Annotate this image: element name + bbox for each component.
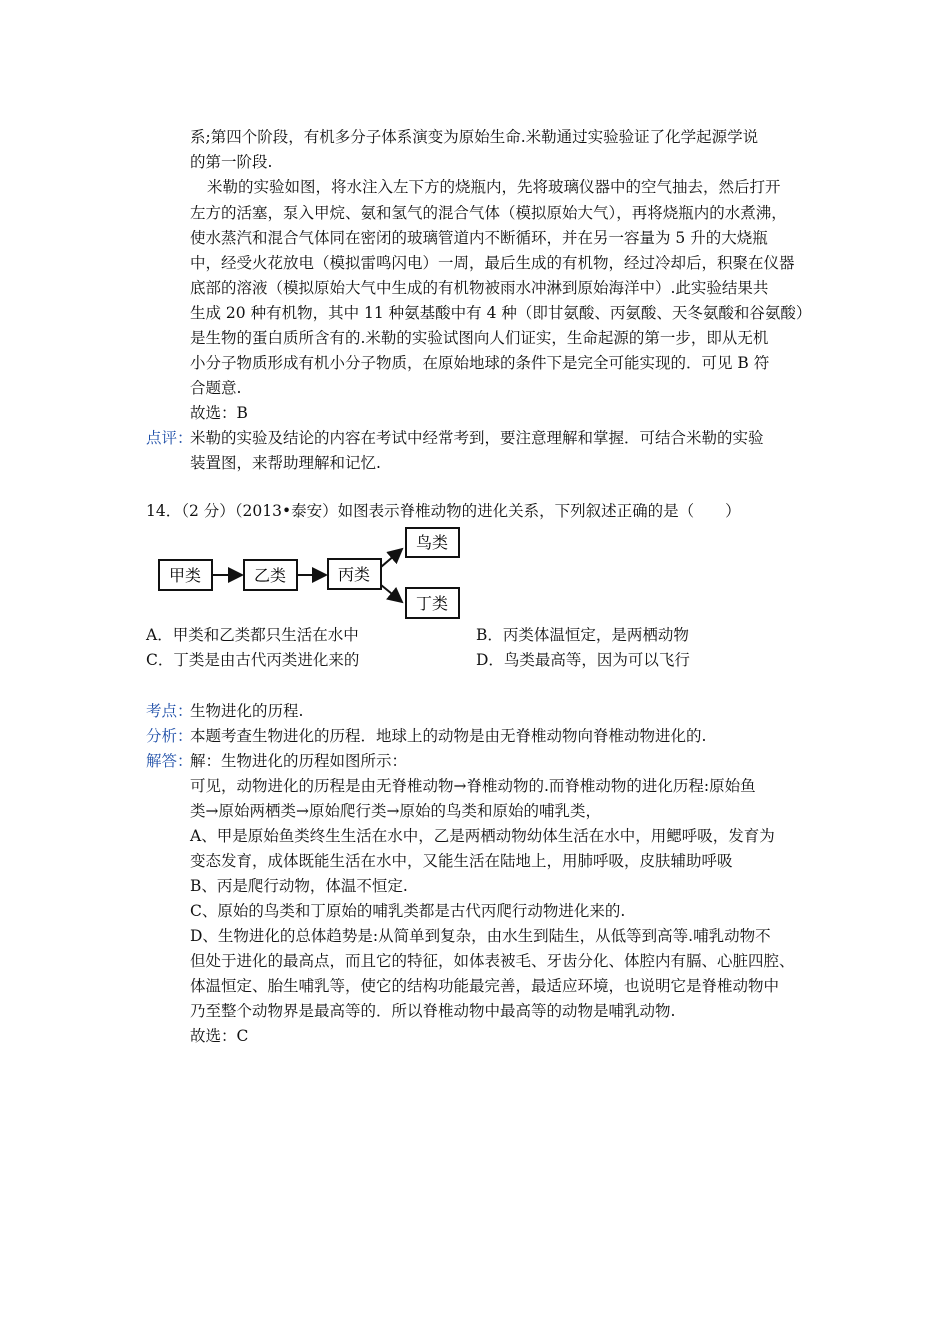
prev-text-line: 的第一阶段. <box>190 153 273 171</box>
jieda-text-line: 可见，动物进化的历程是由无脊椎动物→脊椎动物的.而脊椎动物的进化历程:原始鱼 <box>190 777 756 795</box>
jieda-text-line: 类→原始两栖类→原始爬行类→原始的鸟类和原始的哺乳类， <box>190 802 601 820</box>
prev-text-line: 使水蒸汽和混合气体同在密闭的玻璃管道内不断循环，并在另一容量为 5 升的大烧瓶 <box>190 229 768 247</box>
jieda-text-line: 但处于进化的最高点，而且它的特征，如体表被毛、牙齿分化、体腔内有膈、心脏四腔、 <box>190 952 795 970</box>
evolution-diagram <box>150 522 470 622</box>
comment-label: 点评： <box>146 429 193 447</box>
fenxi-label: 分析： <box>146 727 193 745</box>
prev-text-line: 系;第四个阶段，有机多分子体系演变为原始生命.米勒通过实验验证了化学起源学说 <box>190 128 759 146</box>
jieda-text-line: A、甲是原始鱼类终生生活在水中，乙是两栖动物幼体生活在水中，用鳃呼吸，发育为 <box>190 827 775 845</box>
jieda-text-line: 乃至整个动物界是最高等的．所以脊椎动物中最高等的动物是哺乳动物. <box>190 1002 676 1020</box>
arrow-bing-ding <box>381 585 402 602</box>
kaodian-label: 考点： <box>146 702 193 720</box>
box-niao <box>406 528 459 557</box>
jieda-text-line: 变态发育，成体既能生活在水中，又能生活在陆地上，用肺呼吸，皮肤辅助呼吸 <box>190 852 733 870</box>
jieda-text-line: C、原始的鸟类和丁原始的哺乳类都是古代丙爬行动物进化来的. <box>190 902 626 920</box>
jieda-label: 解答： <box>146 752 193 770</box>
option-c: C．丁类是由古代丙类进化来的 <box>146 651 360 669</box>
jieda-text-line: D、生物进化的总体趋势是:从简单到复杂，由水生到陆生，从低等到高等.哺乳动物不 <box>190 927 771 945</box>
prev-text-line: 合题意. <box>190 379 242 397</box>
prev-text-line: 生成 20 种有机物，其中 11 种氨基酸中有 4 种（即甘氨酸、丙氨酸、天冬氨酸和谷氨酸） <box>190 304 812 322</box>
box-bing <box>328 559 381 589</box>
comment-text-line: 装置图，来帮助理解和记忆. <box>190 454 381 472</box>
jieda-text-line: 解：生物进化的历程如图所示： <box>190 752 408 770</box>
box-label-niao: 鸟类 <box>415 533 449 552</box>
prev-text-line: 是生物的蛋白质所含有的.米勒的实验试图向人们证实，生命起源的第一步，即从无机 <box>190 329 769 347</box>
option-d: D．鸟类最高等，因为可以飞行 <box>476 651 690 669</box>
arrow-bing-niao <box>381 549 402 567</box>
option-b: B．丙类体温恒定，是两栖动物 <box>476 626 689 644</box>
box-label-jia: 甲类 <box>168 566 202 585</box>
option-a: A．甲类和乙类都只生活在水中 <box>146 626 359 644</box>
comment-text-line: 米勒的实验及结论的内容在考试中经常考到，要注意理解和掌握．可结合米勒的实验 <box>190 429 764 447</box>
prev-text-line: 底部的溶液（模拟原始大气中生成的有机物被雨水冲淋到原始海洋中）.此实验结果共 <box>190 279 769 297</box>
prev-text-line: 左方的活塞，泵入甲烷、氨和氢气的混合气体（模拟原始大气），再将烧瓶内的水煮沸， <box>190 204 787 222</box>
box-ding <box>406 588 459 618</box>
question-stem: 14．（2 分）（2013•泰安）如图表示脊椎动物的进化关系，下列叙述正确的是（ ） <box>146 502 741 520</box>
prev-answer-choice: 故选：B <box>190 404 248 422</box>
box-label-bing: 丙类 <box>337 565 371 584</box>
answer-choice: 故选：C <box>190 1027 249 1045</box>
box-label-ding: 丁类 <box>415 594 449 613</box>
kaodian-text: 生物进化的历程. <box>190 702 304 720</box>
prev-text-line: 米勒的实验如图，将水注入左下方的烧瓶内，先将玻璃仪器中的空气抽去，然后打开 <box>207 178 781 196</box>
jieda-text-line: B、丙是爬行动物，体温不恒定. <box>190 877 408 895</box>
prev-text-line: 中，经受火花放电（模拟雷鸣闪电）一周，最后生成的有机物，经过冷却后，积聚在仪器 <box>190 254 795 272</box>
prev-text-line: 小分子物质形成有机小分子物质，在原始地球的条件下是完全可能实现的．可见 B 符 <box>190 354 770 372</box>
box-yi <box>244 560 297 590</box>
jieda-text-line: 体温恒定、胎生哺乳等，使它的结构功能最完善，最适应环境，也说明它是脊椎动物中 <box>190 977 780 995</box>
box-label-yi: 乙类 <box>253 566 287 585</box>
box-jia <box>159 560 212 590</box>
fenxi-text: 本题考查生物进化的历程．地球上的动物是由无脊椎动物向脊椎动物进化的. <box>190 727 707 745</box>
